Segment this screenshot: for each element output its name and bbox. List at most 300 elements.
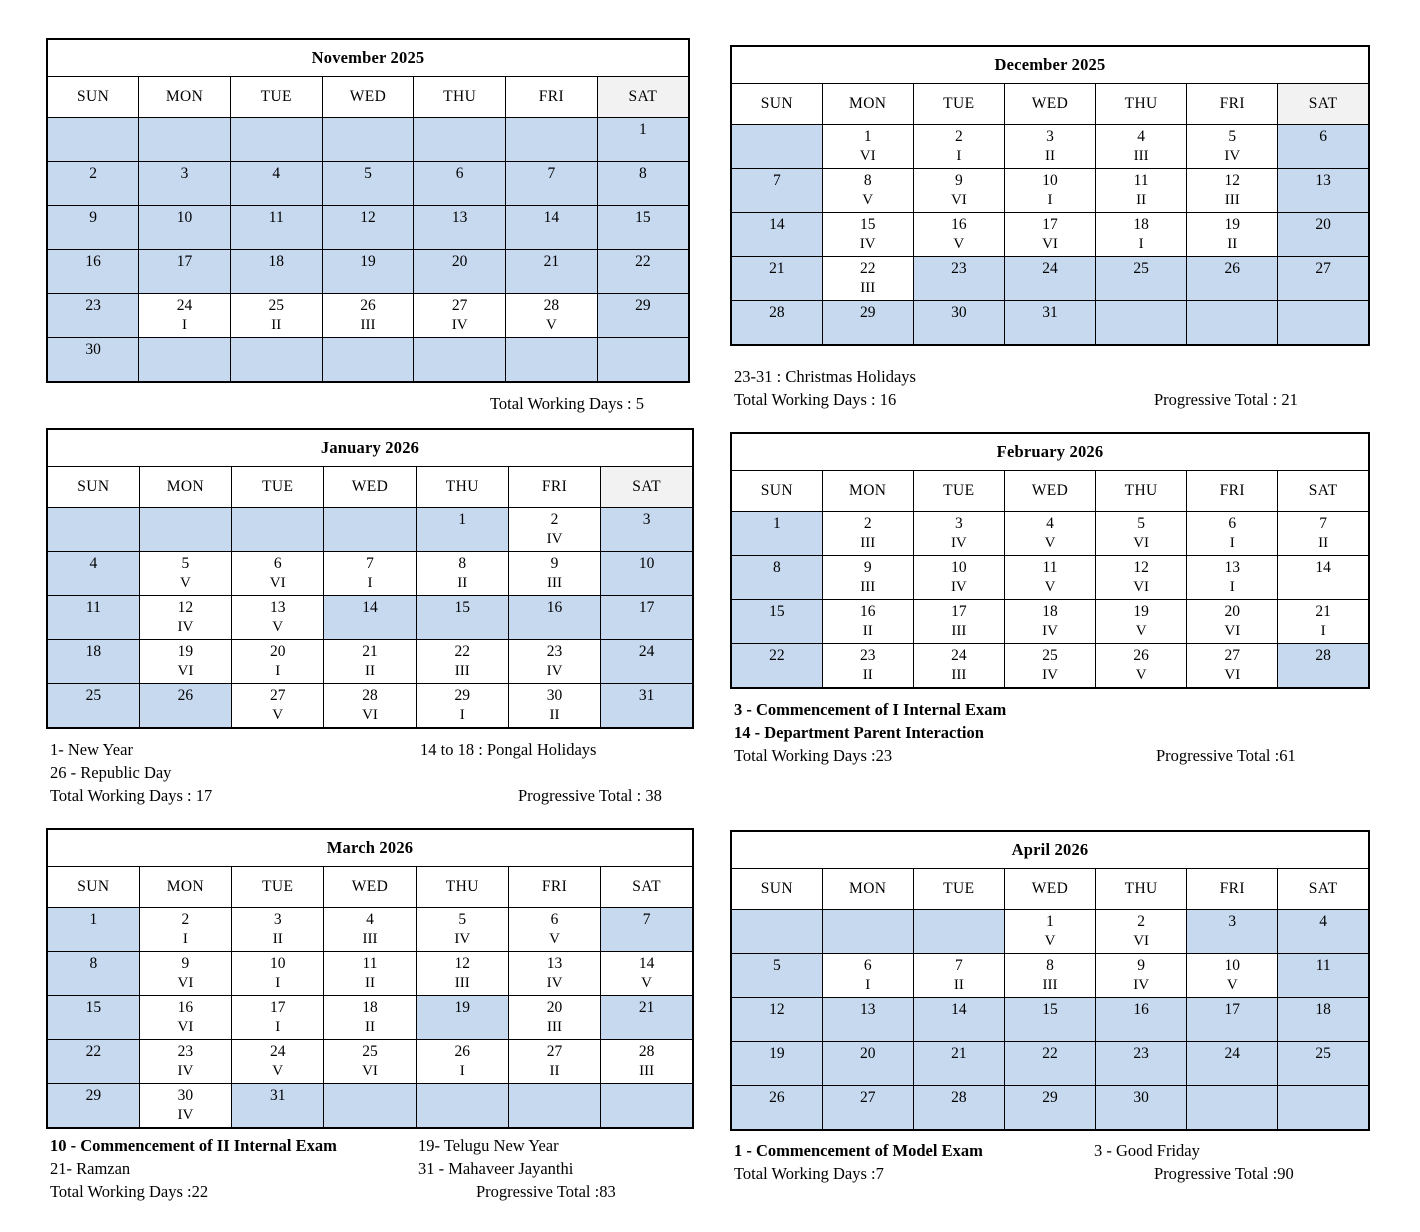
day-number: 24	[269, 1043, 286, 1060]
day-number: 7	[1319, 515, 1328, 532]
day-cell[interactable]	[1096, 169, 1187, 213]
day-cell[interactable]	[139, 596, 231, 640]
day-cell[interactable]	[47, 908, 139, 952]
day-cell[interactable]	[822, 600, 913, 644]
day-cell[interactable]	[232, 952, 324, 996]
day-number: 30	[1133, 1089, 1149, 1106]
day-cell[interactable]	[1278, 644, 1369, 689]
day-cell[interactable]	[47, 684, 139, 729]
day-cell[interactable]	[47, 162, 139, 206]
day-cell[interactable]	[822, 125, 913, 169]
day-cell-empty	[139, 118, 231, 162]
day-cell[interactable]	[731, 512, 822, 556]
day-cell[interactable]	[139, 908, 231, 952]
note-line	[50, 738, 698, 761]
day-cell[interactable]	[1004, 556, 1095, 600]
working-day-roman	[1278, 578, 1368, 597]
month-notes-november	[50, 392, 694, 415]
weekday-header-tue: TUE	[913, 471, 1004, 512]
day-cell[interactable]	[508, 1040, 600, 1084]
day-cell[interactable]	[232, 552, 324, 596]
day-cell[interactable]	[1096, 213, 1187, 257]
day-cell[interactable]	[139, 552, 231, 596]
day-cell[interactable]	[822, 213, 913, 257]
weekday-header-wed: WED	[324, 867, 416, 908]
day-cell[interactable]	[913, 1042, 1004, 1086]
calendar-week-row	[731, 556, 1369, 600]
working-day-roman	[324, 618, 415, 637]
day-cell[interactable]	[47, 338, 139, 383]
working-day-roman: II	[272, 930, 283, 947]
day-cell[interactable]	[414, 250, 506, 294]
day-cell[interactable]	[601, 508, 693, 552]
day-cell[interactable]	[601, 596, 693, 640]
working-day-roman	[1278, 976, 1368, 995]
working-day-roman: VI	[362, 706, 378, 723]
day-cell[interactable]	[1096, 1042, 1187, 1086]
working-day-roman	[914, 323, 1004, 342]
day-cell[interactable]	[1004, 1086, 1095, 1131]
day-cell[interactable]	[324, 596, 416, 640]
day-cell[interactable]	[1004, 512, 1095, 556]
day-cell[interactable]	[1187, 600, 1278, 644]
day-cell[interactable]	[416, 952, 508, 996]
day-cell[interactable]	[913, 644, 1004, 689]
day-cell[interactable]	[47, 294, 139, 338]
working-day-roman	[1187, 1020, 1277, 1039]
day-cell[interactable]	[731, 1042, 822, 1086]
day-number: 30	[546, 687, 563, 704]
day-cell[interactable]	[414, 206, 506, 250]
working-day-roman: II	[1136, 191, 1147, 208]
day-cell[interactable]	[822, 556, 913, 600]
day-cell[interactable]	[731, 169, 822, 213]
day-cell[interactable]	[508, 952, 600, 996]
day-cell[interactable]	[139, 294, 231, 338]
day-cell[interactable]	[597, 294, 689, 338]
day-cell[interactable]	[47, 1040, 139, 1084]
note-text-left: 1- New Year	[50, 740, 133, 759]
day-cell[interactable]	[139, 952, 231, 996]
day-cell-empty	[506, 338, 598, 383]
day-cell[interactable]	[601, 1040, 693, 1084]
day-cell[interactable]	[416, 640, 508, 684]
day-cell[interactable]	[1278, 600, 1369, 644]
working-day-roman: IV	[546, 530, 563, 547]
day-cell-empty	[139, 508, 231, 552]
weekday-header-thu: THU	[416, 467, 508, 508]
working-day-roman	[1278, 932, 1368, 951]
day-cell[interactable]	[913, 125, 1004, 169]
day-cell[interactable]	[1096, 600, 1187, 644]
note-text-left: Total Working Days : 17	[50, 786, 213, 805]
day-cell[interactable]	[414, 294, 506, 338]
working-day-roman: VI	[1042, 235, 1058, 252]
day-cell[interactable]	[324, 952, 416, 996]
day-cell[interactable]	[139, 1040, 231, 1084]
day-number: 6	[1228, 515, 1237, 532]
day-cell[interactable]	[139, 1084, 231, 1129]
working-day-roman: VI	[362, 1062, 378, 1079]
day-cell[interactable]	[1004, 600, 1095, 644]
day-cell[interactable]	[139, 996, 231, 1040]
working-day-roman: I	[275, 662, 281, 679]
day-cell[interactable]	[1187, 169, 1278, 213]
weekday-header-row	[47, 467, 693, 508]
day-cell[interactable]	[416, 684, 508, 729]
day-cell[interactable]	[1278, 954, 1369, 998]
day-cell[interactable]	[1004, 213, 1095, 257]
day-cell[interactable]	[416, 1040, 508, 1084]
day-cell[interactable]	[601, 552, 693, 596]
day-number: 20	[1224, 603, 1241, 620]
day-cell[interactable]	[508, 996, 600, 1040]
day-cell[interactable]	[822, 1042, 913, 1086]
day-cell[interactable]	[1278, 512, 1369, 556]
day-cell[interactable]	[232, 1084, 324, 1129]
day-cell[interactable]	[1096, 954, 1187, 998]
month-notes-january	[50, 738, 698, 807]
day-number	[732, 127, 822, 147]
working-day-roman	[139, 272, 230, 291]
day-cell[interactable]	[913, 213, 1004, 257]
day-cell[interactable]	[1278, 125, 1369, 169]
day-cell[interactable]	[1004, 1042, 1095, 1086]
day-cell[interactable]	[1004, 125, 1095, 169]
day-number: 10	[269, 955, 286, 972]
day-cell[interactable]	[47, 640, 139, 684]
day-cell[interactable]	[1004, 257, 1095, 301]
day-cell[interactable]	[1004, 954, 1095, 998]
day-cell[interactable]	[414, 162, 506, 206]
day-cell[interactable]	[47, 206, 139, 250]
day-cell[interactable]	[1278, 910, 1369, 954]
day-cell[interactable]	[1278, 556, 1369, 600]
day-cell[interactable]	[913, 169, 1004, 213]
day-cell[interactable]	[506, 250, 598, 294]
working-day-roman: V	[1226, 976, 1238, 993]
working-day-roman	[1096, 323, 1186, 342]
working-day-roman	[598, 272, 688, 291]
day-cell[interactable]	[1187, 998, 1278, 1042]
day-cell[interactable]	[47, 552, 139, 596]
day-cell[interactable]	[1187, 512, 1278, 556]
day-cell[interactable]	[597, 206, 689, 250]
working-day-roman	[1278, 279, 1368, 298]
day-cell[interactable]	[139, 250, 231, 294]
day-cell-empty	[322, 338, 414, 383]
day-cell[interactable]	[322, 162, 414, 206]
day-cell[interactable]	[47, 952, 139, 996]
day-number	[1187, 303, 1277, 323]
working-day-roman	[732, 147, 822, 166]
day-cell[interactable]	[822, 954, 913, 998]
day-cell[interactable]	[47, 1084, 139, 1129]
day-cell-empty	[230, 338, 322, 383]
weekday-header-fri: FRI	[508, 867, 600, 908]
day-cell[interactable]	[1187, 910, 1278, 954]
day-cell[interactable]	[731, 644, 822, 689]
day-cell[interactable]	[232, 1040, 324, 1084]
day-cell[interactable]	[232, 596, 324, 640]
day-number: 19	[1133, 603, 1149, 620]
day-cell[interactable]	[416, 596, 508, 640]
day-cell[interactable]	[913, 998, 1004, 1042]
working-day-roman	[601, 930, 692, 949]
day-cell-empty	[822, 910, 913, 954]
day-cell[interactable]	[139, 684, 231, 729]
day-cell[interactable]	[508, 908, 600, 952]
day-number: 7	[642, 911, 651, 928]
day-cell[interactable]	[1096, 125, 1187, 169]
day-cell[interactable]	[230, 206, 322, 250]
day-cell[interactable]	[506, 162, 598, 206]
day-cell[interactable]	[1278, 1042, 1369, 1086]
working-day-roman	[598, 360, 688, 379]
day-cell[interactable]	[601, 908, 693, 952]
day-cell[interactable]	[1096, 556, 1187, 600]
day-cell[interactable]	[913, 600, 1004, 644]
day-number: 3	[642, 511, 651, 528]
day-cell[interactable]	[324, 640, 416, 684]
day-cell[interactable]	[322, 206, 414, 250]
day-cell[interactable]	[47, 996, 139, 1040]
working-day-roman	[598, 140, 688, 159]
day-number	[139, 340, 230, 360]
day-number	[140, 510, 231, 530]
day-cell[interactable]	[232, 640, 324, 684]
day-number: 19	[454, 999, 471, 1016]
working-day-roman: III	[360, 316, 376, 333]
working-day-roman	[140, 530, 231, 549]
day-cell[interactable]	[508, 508, 600, 552]
working-day-roman: II	[364, 662, 375, 679]
day-cell[interactable]	[322, 250, 414, 294]
day-cell[interactable]	[731, 257, 822, 301]
day-cell[interactable]	[1278, 169, 1369, 213]
day-cell[interactable]	[822, 257, 913, 301]
day-cell[interactable]	[913, 1086, 1004, 1131]
calendar-week-row	[47, 640, 693, 684]
day-cell[interactable]	[232, 684, 324, 729]
day-cell[interactable]	[1187, 954, 1278, 998]
day-cell[interactable]	[230, 162, 322, 206]
day-cell[interactable]	[1004, 910, 1095, 954]
day-cell[interactable]	[731, 1086, 822, 1131]
working-day-roman	[1005, 279, 1095, 298]
day-cell[interactable]	[324, 552, 416, 596]
day-cell[interactable]	[822, 998, 913, 1042]
day-cell[interactable]	[322, 294, 414, 338]
day-cell[interactable]	[416, 908, 508, 952]
day-number: 4	[1046, 515, 1054, 532]
month-block-january	[46, 428, 694, 729]
day-cell[interactable]	[601, 952, 693, 996]
day-cell[interactable]	[416, 996, 508, 1040]
day-number: 17	[269, 999, 286, 1016]
day-cell[interactable]	[47, 596, 139, 640]
day-cell[interactable]	[1096, 998, 1187, 1042]
day-cell[interactable]	[139, 640, 231, 684]
calendar-week-row	[47, 206, 689, 250]
calendar-week-row	[731, 1042, 1369, 1086]
weekday-header-mon: MON	[822, 869, 913, 910]
day-cell[interactable]	[913, 301, 1004, 346]
calendar-title-row	[47, 429, 693, 467]
day-cell[interactable]	[601, 684, 693, 729]
day-cell[interactable]	[1004, 301, 1095, 346]
weekday-header-fri: FRI	[508, 467, 600, 508]
day-number: 21	[638, 999, 655, 1016]
month-block-november	[46, 38, 690, 383]
day-number: 29	[859, 304, 876, 321]
day-cell[interactable]	[416, 552, 508, 596]
day-cell[interactable]	[230, 294, 322, 338]
working-day-roman: IV	[454, 930, 471, 947]
day-cell[interactable]	[1187, 1042, 1278, 1086]
calendar-week-row	[47, 250, 689, 294]
day-cell[interactable]	[508, 596, 600, 640]
day-cell[interactable]	[731, 213, 822, 257]
working-day-roman	[1187, 1108, 1277, 1127]
day-cell[interactable]	[913, 954, 1004, 998]
calendar-week-row	[731, 910, 1369, 954]
day-cell[interactable]	[731, 954, 822, 998]
day-cell[interactable]	[597, 250, 689, 294]
day-cell[interactable]	[1278, 998, 1369, 1042]
day-cell[interactable]	[1096, 257, 1187, 301]
day-number: 22	[85, 1043, 102, 1060]
day-cell-empty	[139, 338, 231, 383]
day-cell[interactable]	[1187, 644, 1278, 689]
day-cell[interactable]	[416, 508, 508, 552]
working-day-roman	[823, 1064, 913, 1083]
working-day-roman: VI	[859, 147, 876, 164]
working-day-roman: II	[457, 574, 468, 591]
day-cell[interactable]	[139, 206, 231, 250]
day-cell[interactable]	[913, 257, 1004, 301]
day-cell[interactable]	[1096, 644, 1187, 689]
working-day-roman: V	[545, 316, 557, 333]
day-cell[interactable]	[232, 996, 324, 1040]
day-number: 6	[863, 957, 872, 974]
day-cell[interactable]	[1278, 257, 1369, 301]
working-day-roman: IV	[177, 1106, 194, 1123]
day-number	[417, 1086, 508, 1106]
day-cell[interactable]	[822, 512, 913, 556]
day-number: 8	[458, 555, 467, 572]
day-cell[interactable]	[1278, 213, 1369, 257]
calendar-week-row	[47, 162, 689, 206]
working-day-roman: I	[459, 706, 465, 723]
day-cell[interactable]	[731, 301, 822, 346]
day-cell[interactable]	[1096, 1086, 1187, 1131]
day-cell[interactable]	[1004, 998, 1095, 1042]
day-number: 5	[772, 957, 781, 974]
calendar-week-row	[731, 954, 1369, 998]
day-cell[interactable]	[601, 640, 693, 684]
day-cell[interactable]	[822, 644, 913, 689]
day-cell[interactable]	[1187, 257, 1278, 301]
day-number: 15	[769, 603, 785, 620]
day-cell[interactable]	[506, 206, 598, 250]
day-number	[324, 510, 415, 530]
day-cell-empty	[1096, 301, 1187, 346]
day-cell[interactable]	[324, 908, 416, 952]
calendar-table-november	[46, 38, 690, 383]
day-cell[interactable]	[1004, 644, 1095, 689]
day-cell[interactable]	[139, 162, 231, 206]
day-cell[interactable]	[506, 294, 598, 338]
note-line	[50, 1157, 698, 1180]
day-cell[interactable]	[822, 1086, 913, 1131]
day-cell[interactable]	[324, 1040, 416, 1084]
day-cell[interactable]	[1187, 556, 1278, 600]
day-cell[interactable]	[1096, 910, 1187, 954]
note-line	[734, 365, 1374, 388]
day-cell[interactable]	[597, 162, 689, 206]
day-cell[interactable]	[597, 118, 689, 162]
day-cell[interactable]	[913, 512, 1004, 556]
day-number	[509, 1086, 600, 1106]
day-cell-empty	[1278, 301, 1369, 346]
weekday-header-tue: TUE	[913, 869, 1004, 910]
day-cell[interactable]	[508, 552, 600, 596]
day-cell[interactable]	[731, 998, 822, 1042]
day-number	[48, 120, 138, 140]
day-cell[interactable]	[913, 556, 1004, 600]
working-day-roman	[1005, 1064, 1095, 1083]
day-number	[506, 120, 597, 140]
day-cell[interactable]	[508, 640, 600, 684]
day-cell[interactable]	[1187, 213, 1278, 257]
day-number: 15	[1042, 1001, 1058, 1018]
working-day-roman	[1278, 323, 1368, 342]
day-cell[interactable]	[1004, 169, 1095, 213]
day-cell[interactable]	[47, 250, 139, 294]
day-cell[interactable]	[601, 996, 693, 1040]
working-day-roman	[232, 1106, 323, 1125]
day-number	[324, 1086, 415, 1106]
working-day-roman	[1187, 932, 1277, 951]
working-day-roman: II	[1044, 147, 1055, 164]
working-day-roman: III	[951, 622, 967, 639]
day-cell[interactable]	[822, 169, 913, 213]
working-day-roman: I	[1320, 622, 1326, 639]
working-day-roman	[48, 184, 138, 203]
day-cell[interactable]	[324, 684, 416, 729]
day-number: 3	[1046, 128, 1054, 145]
day-cell[interactable]	[508, 684, 600, 729]
day-cell[interactable]	[232, 908, 324, 952]
day-cell[interactable]	[822, 301, 913, 346]
day-cell[interactable]	[324, 996, 416, 1040]
day-cell[interactable]	[731, 556, 822, 600]
day-number: 27	[269, 687, 286, 704]
day-cell[interactable]	[1187, 125, 1278, 169]
day-cell[interactable]	[230, 250, 322, 294]
day-number: 26	[360, 297, 376, 314]
working-day-roman: VI	[177, 1018, 194, 1035]
day-cell[interactable]	[731, 600, 822, 644]
working-day-roman	[324, 1106, 415, 1125]
day-number: 9	[181, 955, 190, 972]
weekday-header-row	[47, 77, 689, 118]
working-day-roman: IV	[451, 316, 468, 333]
working-day-roman: III	[1042, 976, 1058, 993]
day-number: 5	[458, 911, 467, 928]
day-cell[interactable]	[1096, 512, 1187, 556]
